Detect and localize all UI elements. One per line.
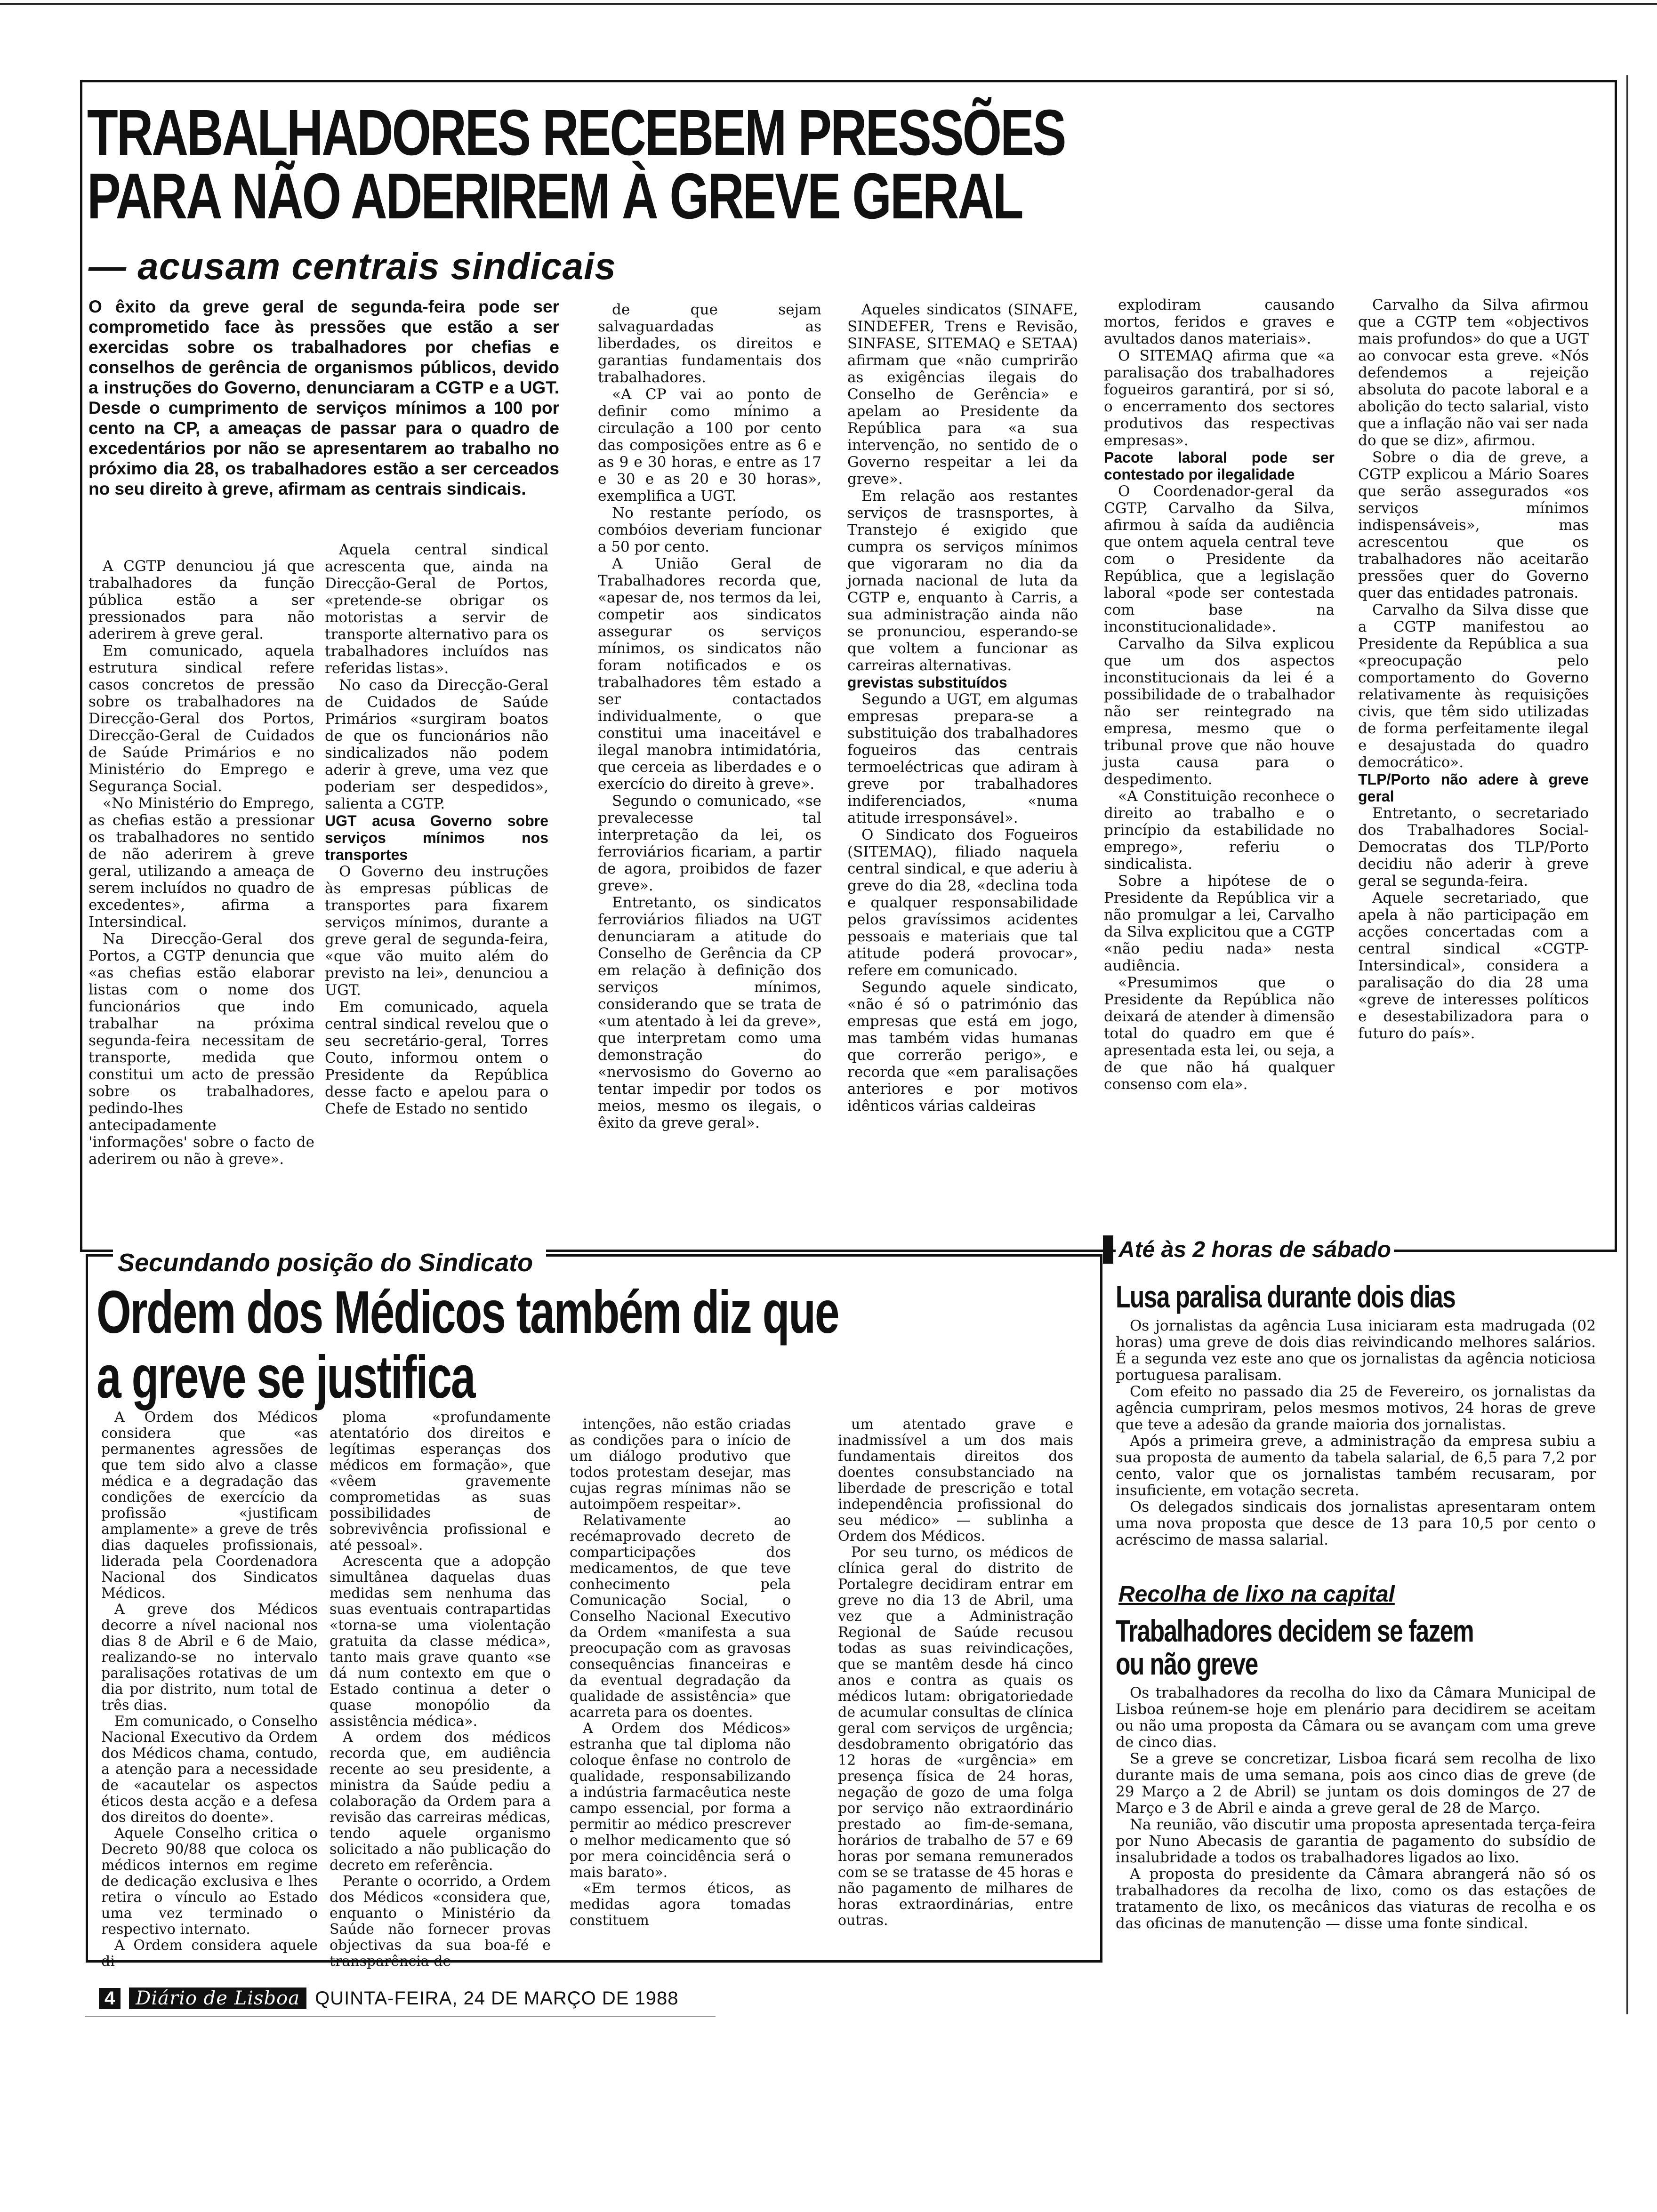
paragraph: O Coordenador-geral da CGTP, Carvalho da Silva, afirmou à saída da audiência que ontem aquela central teve com o Presidente da República, que a legislação laboral «pode ser contestada com base na inconstitucionalidade». — [1104, 483, 1335, 635]
paragraph: Entretanto, os sindicatos ferroviários filiados na UGT denunciaram a atitude do Conselho de Gerência da CP em relação à definição dos serviços mínimos, considerando que se trata de «um atentado à lei da greve», que interpretam como uma demonstração do «nervosismo do Governo ao tentar impedir por todos os meios, mesmo os ilegais, o êxito da greve geral». — [598, 894, 821, 1131]
paragraph: ploma «profundamente atentatório dos direitos e legítimas esperanças dos médicos em formação», que «vêem gravemente comprometidas as suas possibilidades de sobrevivência profissional e até pessoal». — [330, 1409, 551, 1554]
main-headline — [87, 96, 1262, 232]
paragraph: Segundo aquele sindicato, «não é só o património das empresas que está em jogo, mas também vidas humanas que correrão perigo», e recorda que «em paralisações anteriores e por motivos idênticos várias caldeiras — [847, 979, 1078, 1114]
main-lead: O êxito da greve geral de segunda-feira pode ser comprometido face às pressões que estão a ser exercidas sobre os trabalhadores por chefias e conselhos de gerência de organismos públicos, devido a instruções do Governo, denunciaram a CGTP e a UGT. Desde o cumprimento de serviços mínimos a 100 por cento na CP, a ameaças de passar para o quadro de excedentários por não se apresentarem ao trabalho no próximo dia 28, os trabalhadores estão a ser cerceados no seu direito à greve, afirmam as centrais sindicais. — [88, 297, 559, 498]
paragraph: O Sindicato dos Fogueiros (SITEMAQ), filiado naquela central sindical, e que aderiu à greve do dia 28, «declina toda e qualquer responsabilidade pelos gravíssimos acidentes pessoais e materiais que tal atitude poderá provocar», refere em comunicado. — [847, 826, 1078, 979]
paragraph: Com efeito no passado dia 25 de Fevereiro, os jornalistas da agência cumpriram, pelos mesmos motivos, 24 horas de greve que teve a adesão da grande maioria dos jornalistas. — [1116, 1383, 1596, 1433]
paragraph: A greve dos Médicos decorre a nível nacional nos dias 8 de Abril e 6 de Maio, realizando-se no intervalo paralisações rotativas de um dia por distrito, num total de três dias. — [101, 1601, 318, 1714]
paragraph: O SITEMAQ afirma que «a paralisação dos trabalhadores fogueiros garantirá, por si só, o encerramento dos sectores produtivos das respectivas empresas». — [1104, 347, 1335, 449]
paragraph: Por seu turno, os médicos de clínica geral do distrito de Portalegre decidiram entrar em greve no dia 13 de Abril, uma vez que a Administração Regional de Saúde recusou todas as suas reivindicações, que se mantêm desde há cinco anos e contra as quais os médicos lutam: obrigatoriedade de acumular consultas de clínica geral com serviços de urgência; desdobramento obrigatório das 12 horas de «urgência» em presença física de 24 horas, negação de gozo de uma folga por serviço não extraordinário prestado ao fim-de-semana, horários de trabalho de 57 e 69 horas por semana remunerados com se se tratasse de 45 horas e não pagamento de milhares de horas extraordinárias, entre outras. — [838, 1544, 1073, 1929]
paragraph: Se a greve se concretizar, Lisboa ficará sem recolha de lixo durante mais de uma semana, pois aos cinco dias de greve (de 29 Março a 2 de Abril) se juntam os dois domingos de 27 de Março e 3 de Abril e ainda a greve geral de 28 de Março. — [1116, 1750, 1596, 1817]
paragraph: Sobre o dia de greve, a CGTP explicou a Mário Soares que serão assegurados «os serviços mínimos indispensáveis», mas acrescentou que os trabalhadores não aceitarão pressões quer do Governo quer das entidades patronais. — [1358, 449, 1589, 601]
paragraph: A CGTP denunciou já que trabalhadores da função pública estão a ser pressionados para não aderirem à greve geral. — [88, 558, 314, 642]
paragraph: Segundo a UGT, em algumas empresas prepara-se a substituição dos trabalhadores fogueiros das centrais termoeléctricas que adiram à greve por trabalhadores indiferenciados, «numa atitude irresponsável». — [847, 691, 1078, 826]
paragraph: O Governo deu instruções às empresas públicas de transportes para fixarem serviços mínimos, durante a greve geral de segunda-feira, «que vão muito além do previsto na lei», denunciou a UGT. — [325, 863, 548, 999]
medicos-col-3 — [570, 1417, 791, 1929]
paragraph: explodiram causando mortos, feridos e graves e avultados danos materiais». — [1104, 297, 1335, 347]
paragraph: A proposta do presidente da Câmara abrangerá não só os trabalhadores da recolha de lixo, como os das estações de tratamento de lixo, os mecânicos das viaturas de recolha e os das oficinas de manutenção — disse uma fonte sindical. — [1116, 1866, 1596, 1932]
paragraph: intenções, não estão criadas as condições para o início de um diálogo produtivo que todos protestam desejar, mas cujas regras mínimas não se autoimpõem respeitar». — [570, 1416, 791, 1513]
paragraph: A União Geral de Trabalhadores recorda que, «apesar de, nos termos da lei, competir aos sindicatos assegurar os serviços mínimos, os sindicatos não foram notificados e os trabalhadores têm estado a ser contactados individualmente, o que constitui uma inaceitável e ilegal manobra intimidatória, que cerceia as liberdades e o exercício do direito à greve». — [598, 555, 821, 793]
paragraph: Carvalho da Silva explicou que um dos aspectos inconstitucionais da lei é a possibilidade de o trabalhador não ser reintegrado na empresa, mesmo que o tribunal prove que não houve justa causa para o despedimento. — [1104, 635, 1335, 788]
medicos-headline — [97, 1280, 1037, 1410]
subhead-grevistas: grevistas substituídos — [847, 674, 1007, 691]
lusa-body — [1116, 1318, 1596, 1548]
paragraph: «Presumimos que o Presidente da República não deixará de atender à dimensão total do quadro em que é apresentada esta lei, ou seja, a de que não há qualquer consenso com ela». — [1104, 974, 1335, 1093]
paragraph: Em comunicado, aquela estrutura sindical refere casos concretos de pressão sobre os trabalhadores na Direcção-Geral dos Portos, Direcção-Geral de Cuidados de Saúde Primários e no Ministério do Emprego e Segurança Social. — [88, 642, 314, 795]
paragraph: «No Ministério do Emprego, as chefias estão a pressionar os trabalhadores no sentido de não aderirem à greve geral, utilizando a ameaça de serem incluídos no quadro de excedentes», afirma a Intersindical. — [88, 795, 314, 930]
paragraph: A ordem dos médicos recorda que, em audiência recente ao seu presidente, a ministra da Saúde pediu a colaboração da Ordem para a revisão das carreiras médicas, tendo aquele organismo solicitado a não publicação do decreto em referência. — [330, 1729, 551, 1874]
paragraph: Aquele secretariado, que apela à não participação em acções concertadas com a central sindical «CGTP-Intersindical», considera a paralisação do dia 28 uma «greve de interesses políticos e desestabilizadora para o futuro do país». — [1358, 890, 1589, 1042]
paragraph: A Ordem considera aquele di- — [101, 1937, 318, 1970]
main-col-2 — [325, 541, 548, 1117]
lixo-headline-line1: Trabalhadores decidem se fazem — [1116, 1613, 1474, 1648]
medicos-kicker: Secundando posição do Sindicato — [113, 1248, 546, 1277]
main-col-5 — [1104, 297, 1335, 1093]
paragraph: «A Constituição reconhece o direito ao trabalho e o princípio da estabilidade no emprego», referiu o sindicalista. — [1104, 788, 1335, 873]
main-col-4 — [847, 301, 1078, 1114]
sidebar-marker — [1103, 1235, 1113, 1264]
paragraph: Carvalho da Silva disse que a CGTP manifestou ao Presidente da República a sua «preocupação pelo comportamento do Governo relativamente às requisições civis, que têm sido utilizadas de forma perfeitamente ilegal e desajustada do quadro democrático». — [1358, 601, 1589, 771]
page-edge — [1626, 75, 1628, 2014]
page-footer — [99, 1987, 679, 2010]
medicos-col-2 — [330, 1410, 551, 1970]
lusa-kicker: Até às 2 horas de sábado — [1116, 1237, 1394, 1263]
paragraph: um atentado grave e inadmissível a um dos mais fundamentais direitos dos doentes consubstanciado na liberdade de prescrição e total independência profissional do seu médico» — sublinha a Ordem dos Médicos. — [838, 1416, 1073, 1545]
paragraph: Aqueles sindicatos (SINAFE, SINDEFER, Trens e Revisão, SINFASE, SITEMAQ e SETAA) afirmam que «não cumprirão as exigências ilegais do Conselho de Gerência» e apelam ao Presidente da República para «a sua intervenção, no sentido de o Governo respeitar a lei da greve». — [847, 301, 1078, 488]
paragraph: de que sejam salvaguardadas as liberdades, os direitos e garantias fundamentais dos trabalhadores. — [598, 301, 821, 386]
main-col-1 — [88, 558, 314, 1168]
paragraph: Em relação aos restantes serviços de trasnsportes, à Transtejo é exigido que cumpra os serviços mínimos que vigoraram no dia da jornada nacional de luta da CGTP e, enquanto à Carris, a sua administração ainda não se pronunciou, esperando-se que voltem a funcionar as carreiras alternativas. — [847, 488, 1078, 674]
paragraph: Entretanto, o secretariado dos Trabalhadores Social-Democratas dos TLP/Porto decidiu não aderir à greve geral se segunda-feira. — [1358, 805, 1589, 890]
main-headline-line2: PARA NÃO ADERIREM À GREVE GERAL — [87, 160, 1022, 232]
paragraph: Os jornalistas da agência Lusa iniciaram esta madrugada (02 horas) uma greve de dois dias reivindicando melhores salários. É a segunda vez este ano que os jornalistas da agência noticiosa portuguesa paralisam. — [1116, 1317, 1596, 1384]
paragraph: Em comunicado, o Conselho Nacional Executivo da Ordem dos Médicos chama, contudo, a atenção para a necessidade de «acautelar os aspectos éticos desta acção e a defesa dos direitos do doente». — [101, 1713, 318, 1826]
paragraph: «A CP vai ao ponto de definir como mínimo a circulação a 100 por cento das composições entre as 6 e as 9 e 30 horas, e entre as 17 e 30 e as 20 e 30 horas», exemplifica a UGT. — [598, 386, 821, 505]
subhead-ugt: UGT acusa Governo sobre serviços mínimos nos transportes — [325, 812, 548, 863]
paragraph: No restante período, os combóios deveriam funcionar a 50 por cento. — [598, 505, 821, 555]
paragraph: Os delegados sindicais dos jornalistas apresentaram ontem uma nova proposta que desce de 13 para 10,5 por cento o acréscimo de massa salarial. — [1116, 1499, 1596, 1548]
paragraph: A Ordem dos Médicos» estranha que tal diploma não coloque ênfase no controlo de qualidade, responsabilizando a indústria farmacêutica neste campo essencial, por forma a permitir ao médico prescrever o melhor medicamento que só por mera coincidência será o mais barato». — [570, 1720, 791, 1881]
paragraph: Sobre a hipótese de o Presidente da República vir a não promulgar a lei, Carvalho da Silva explicitou que a CGTP «não pediu nada» nesta audiência. — [1104, 873, 1335, 974]
paragraph: Acrescenta que a adopção simultânea daquelas duas medidas sem nenhuma das suas eventuais contrapartidas «torna-se uma violentação gratuita da classe médica», tanto mais grave quanto «se dá num contexto em que o Estado continua a deter o quase monopólio da assistência médica». — [330, 1553, 551, 1730]
main-kicker: — acusam centrais sindicais — [88, 245, 616, 287]
paragraph: Na reunião, vão discutir uma proposta apresentada terça-feira por Nuno Abecasis de garantia de pagamento do subsídio de insalubridade a todos os trabalhadores ligados ao lixo. — [1116, 1816, 1596, 1866]
footer-rule — [85, 2016, 716, 2017]
paragraph: Os trabalhadores da recolha do lixo da Câmara Municipal de Lisboa reúnem-se hoje em plenário para decidirem se aceitam ou não uma proposta da Câmara ou se avançam com uma greve de cinco dias. — [1116, 1684, 1596, 1751]
subhead-pacote-laboral: Pacote laboral pode ser contestado por ilegalidade — [1104, 449, 1335, 483]
medicos-headline-line2: a greve se justifica — [97, 1344, 475, 1411]
paragraph: «Em termos éticos, as medidas agora tomadas constituem — [570, 1880, 791, 1929]
top-rule — [0, 3, 1657, 5]
paragraph: Relativamente ao recémaprovado decreto de comparticipações dos medicamentos, de que teve conhecimento pela Comunicação Social, o Conselho Nacional Executivo da Ordem «manifesta a sua preocupação com as gravosas consequências financeiras e da eventual degradação da qualidade de assistência» que acarreta para os doentes. — [570, 1512, 791, 1721]
main-col-3 — [598, 301, 821, 1131]
paragraph: Segundo o comunicado, «se prevalecesse tal interpretação da lei, os ferroviários ficariam, a partir de agora, proibidos de fazer greve». — [598, 793, 821, 894]
medicos-col-4 — [838, 1417, 1073, 1929]
paragraph: Na Direcção-Geral dos Portos, a CGTP denuncia que «as chefias estão elaborar listas com o nome dos funcionários que indo trabalhar na próxima segunda-feira necessitam de transporte, medida que constitui um acto de pressão sobre os trabalhadores, pedindo-lhes antecipadamente 'informações' sobre o facto de aderirem ou não à greve». — [88, 930, 314, 1168]
lixo-headline-line2: ou não greve — [1116, 1646, 1258, 1681]
main-col-6 — [1358, 297, 1589, 1042]
lusa-headline: Lusa paralisa durante dois dias — [1116, 1279, 1456, 1314]
paragraph: A Ordem dos Médicos considera que «as permanentes agressões de que tem sido alvo a classe médica e a degradação das condições de exercício da profissão «justificam amplamente» a greve de três dias daqueles profissionais, liderada pela Coordenadora Nacional dos Sindicatos Médicos. — [101, 1409, 318, 1602]
paragraph: Aquela central sindical acrescenta que, ainda na Direcção-Geral de Portos, «pretende-se obrigar os motoristas a servir de transporte alternativo para os trabalhadores incluídos nas referidas listas». — [325, 541, 548, 677]
medicos-headline-line1: Ordem dos Médicos também diz que — [97, 1279, 839, 1346]
lixo-kicker: Recolha de lixo na capital — [1116, 1581, 1398, 1607]
paragraph: Após a primeira greve, a administração da empresa subiu a sua proposta de aumento da tabela salarial, de 6,5 para 7,2 por cento, valor que os jornalistas também recusaram, por insuficiente, em votação secreta. — [1116, 1433, 1596, 1499]
paragraph: Carvalho da Silva afirmou que a CGTP tem «objectivos mais profundos» do que a UGT ao convocar esta greve. «Nós defendemos a rejeição absoluta do pacote laboral e a abolição do tecto salarial, visto que a inflação não vai ser nada do que se diz», afirmou. — [1358, 297, 1589, 449]
subhead-tlp-porto: TLP/Porto não adere à greve geral — [1358, 771, 1589, 805]
newspaper-name: Diário de Lisboa — [129, 1988, 306, 2009]
paragraph: No caso da Direcção-Geral de Cuidados de Saúde Primários «surgiram boatos de que os funcionários não sindicalizados não podem aderir à greve, uma vez que poderiam ser despedidos», salienta a CGTP. — [325, 677, 548, 812]
paragraph: Em comunicado, aquela central sindical revelou que o seu secretário-geral, Torres Couto, informou ontem o Presidente da República desse facto e apelou para o Chefe de Estado no sentido — [325, 999, 548, 1117]
lixo-body — [1116, 1685, 1596, 1932]
paragraph: Aquele Conselho critica o Decreto 90/88 que coloca os médicos internos em regime de dedicação exclusiva e lhes retira o vínculo ao Estado uma vez terminado o respectivo internato. — [101, 1825, 318, 1938]
main-headline-line1: TRABALHADORES RECEBEM PRESSÕES — [87, 96, 1065, 169]
medicos-col-1 — [101, 1410, 318, 1970]
page-number: 4 — [99, 1988, 121, 2009]
lixo-headline — [1116, 1614, 1593, 1680]
issue-date: QUINTA-FEIRA, 24 DE MARÇO DE 1988 — [315, 1988, 679, 2009]
paragraph: Perante o ocorrido, a Ordem dos Médicos «considera que, enquanto o Ministério da Saúde não fornecer provas objectivas da sua boa-fé e transparência de — [330, 1873, 551, 1970]
